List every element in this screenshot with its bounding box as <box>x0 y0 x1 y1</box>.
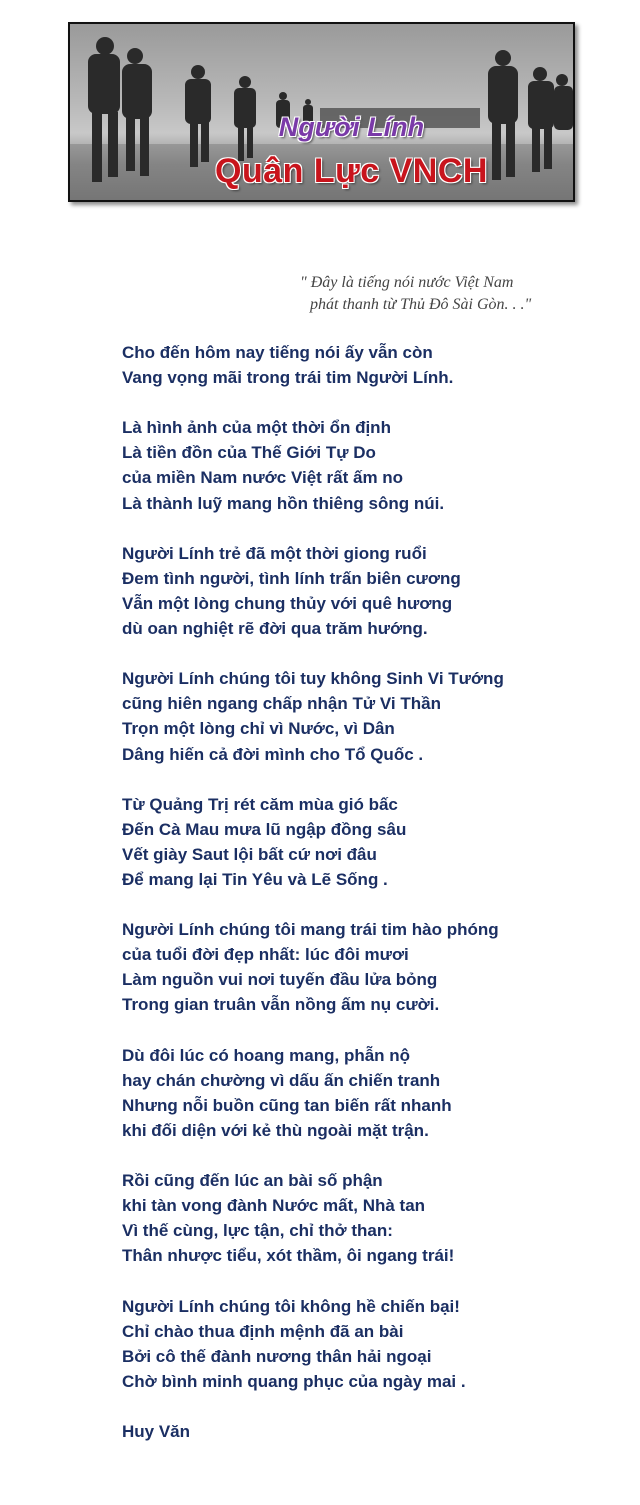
poem-line: Người Lính chúng tôi tuy không Sinh Vi Tướng <box>122 669 504 689</box>
header-banner <box>68 22 575 202</box>
poem-line: Cho đến hôm nay tiếng nói ấy vẫn còn <box>122 343 433 362</box>
poem-line: Người Lính trẻ đã một thời giong ruổi <box>122 543 427 563</box>
poem-line: Để mang lại Tin Yêu và Lẽ Sống . <box>122 869 388 889</box>
stanza <box>122 917 504 1017</box>
poem-line: Trọn một lòng chỉ vì Nước, vì Dân <box>122 719 395 739</box>
stanza <box>122 541 504 641</box>
poem-line: cũng hiên ngang chấp nhận Tử Vi Thần <box>122 694 441 714</box>
poem-line: Làm nguồn vui nơi tuyến đầu lửa bỏng <box>122 970 438 990</box>
stanza <box>122 1043 504 1143</box>
poem-line: Vì thế cùng, lực tận, chỉ thở than: <box>122 1221 393 1241</box>
stanza <box>122 415 504 515</box>
poem-line: Người Lính chúng tôi mang trái tim hào phóng <box>122 920 499 940</box>
stanza <box>122 1168 504 1268</box>
poem-line: Là hình ảnh của một thời ổn định <box>122 418 391 438</box>
poem-line: khi tàn vong đành Nước mất, Nhà tan <box>122 1196 426 1216</box>
poem-line: Trong gian truân vẫn nồng ấm nụ cười. <box>122 995 440 1015</box>
poem-line: Người Lính chúng tôi không hề chiến bại! <box>122 1296 460 1316</box>
poem-line: Dâng hiến cả đời mình cho Tổ Quốc . <box>122 744 424 764</box>
poem-line: Đem tình người, tình lính trấn biên cương <box>122 568 461 588</box>
poem-line: Là thành luỹ mang hồn thiêng sông núi. <box>122 493 445 513</box>
banner-title-line2: Quân Lực VNCH <box>215 152 488 190</box>
author-signature: Huy Văn <box>122 1422 191 1442</box>
poem-line: Đến Cà Mau mưa lũ ngập đồng sâu <box>122 819 407 839</box>
quote-line: " Đây là tiếng nói nước Việt Nam <box>300 274 514 291</box>
stanza <box>122 340 504 390</box>
poem-body <box>122 340 504 1444</box>
epigraph-quote <box>300 272 531 316</box>
poem-line: Chờ bình minh quang phục của ngày mai . <box>122 1371 466 1391</box>
poem-line: Thân nhược tiểu, xót thầm, ôi ngang trái! <box>122 1246 455 1266</box>
poem-line: Chỉ chào thua định mệnh đã an bài <box>122 1321 404 1341</box>
banner-title-line1: Người Lính <box>278 112 425 142</box>
poem-line: của tuổi đời đẹp nhất: lúc đôi mươi <box>122 945 409 965</box>
poem-line: dù oan nghiệt rẽ đời qua trăm hướng. <box>122 619 428 639</box>
poem-line: hay chán chường vì dấu ấn chiến tranh <box>122 1070 441 1090</box>
poem-line: Vẫn một lòng chung thủy với quê hương <box>122 593 453 613</box>
poem-line: Vang vọng mãi trong trái tim Người Lính. <box>122 368 454 388</box>
poem-line: Bởi cô thế đành nương thân hải ngoại <box>122 1346 432 1366</box>
poem-line: Nhưng nỗi buồn cũng tan biến rất nhanh <box>122 1095 452 1115</box>
quote-line: phát thanh từ Thủ Đô Sài Gòn. . ." <box>310 296 532 313</box>
poem-line: Từ Quảng Trị rét căm mùa gió bấc <box>122 794 398 814</box>
stanza <box>122 666 504 766</box>
stanza <box>122 1294 504 1394</box>
poem-line: Dù đôi lúc có hoang mang, phẫn nộ <box>122 1045 411 1065</box>
poem-line: Rồi cũng đến lúc an bài số phận <box>122 1171 383 1191</box>
poem-line: của miền Nam nước Việt rất ấm no <box>122 468 404 488</box>
poem-line: Vết giày Saut lội bất cứ nơi đâu <box>122 844 377 864</box>
poem-line: khi đối diện với kẻ thù ngoài mặt trận. <box>122 1120 429 1140</box>
stanza <box>122 792 504 892</box>
poem-line: Là tiền đồn của Thế Giới Tự Do <box>122 443 376 463</box>
